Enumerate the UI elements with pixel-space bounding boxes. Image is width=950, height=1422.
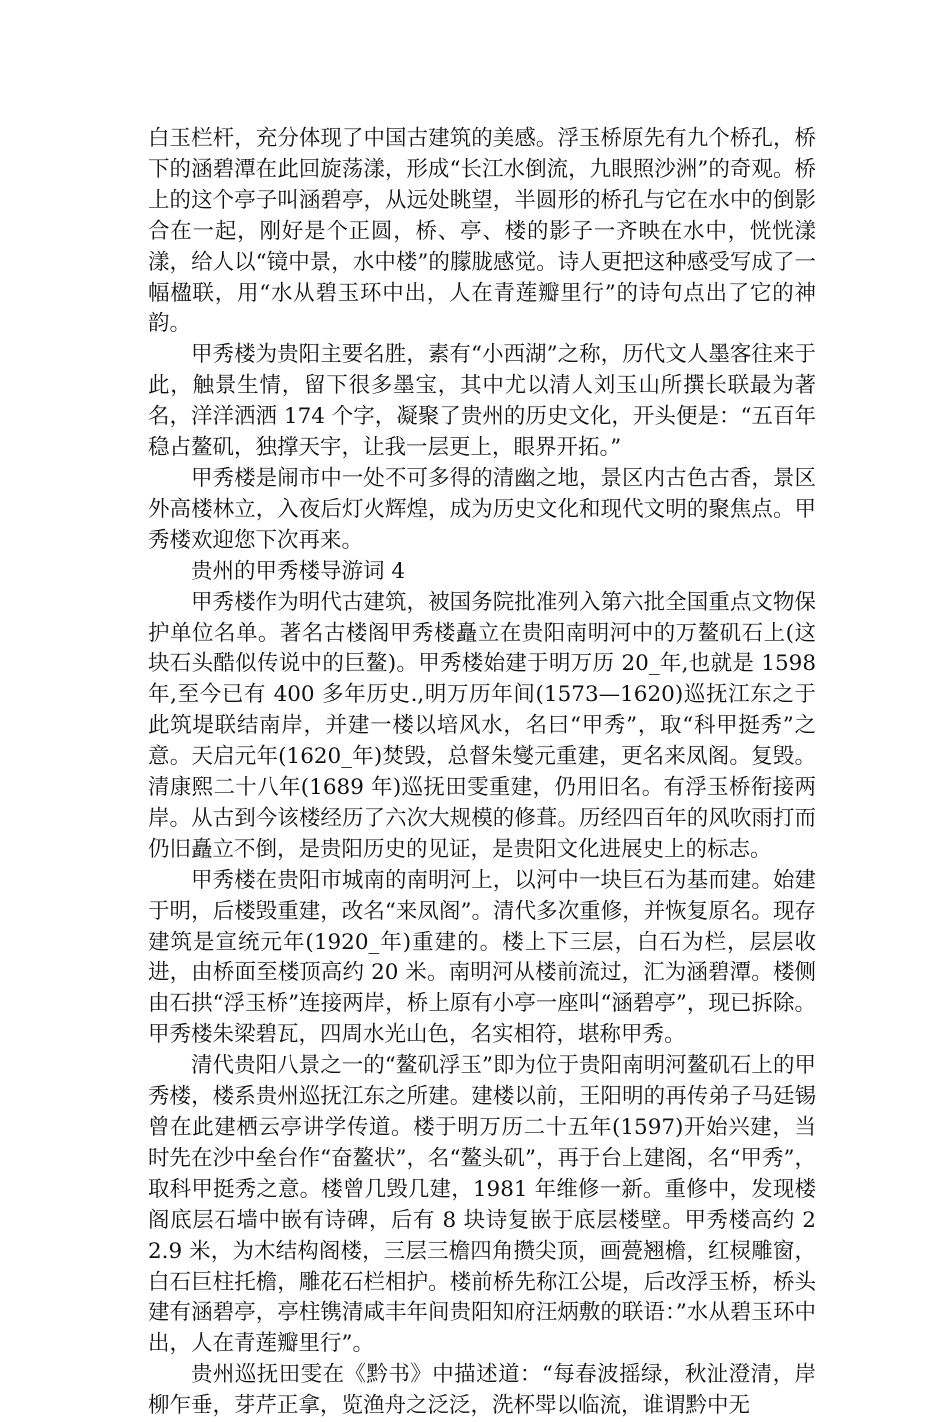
paragraph-1: 白玉栏杆，充分体现了中国古建筑的美感。浮玉桥原先有九个桥孔，桥下的涵碧潭在此回旋荡漾，形成“长江水倒流，九眼照沙洲”的奇观。桥上的这个亭子叫涵碧亭，从远处眺望，半圆形的桥孔与它在水中的倒影合在一起，刚好是个正圆，桥、亭、楼的影子一齐映在水中，恍恍漾漾，给人以“镜中景，水中楼”的朦胧感觉。诗人更把这种感受写成了一幅楹联，用“水从碧玉环中出，人在青莲瓣里行”的诗句点出了它的神韵。 — [148, 126, 816, 337]
paragraph-2: 甲秀楼为贵阳主要名胜，素有“小西湖”之称，历代文人墨客往来于此，触景生情，留下很多墨宝，其中尤以清人刘玉山所撰长联最为著名，洋洋洒洒 174 个字，凝聚了贵州的历史文化，开头便是：“五百年稳占鳌矶，独撑天宇，让我一层更上，眼界开拓。” — [148, 342, 816, 461]
document-body — [148, 124, 816, 1422]
paragraph-6: 甲秀楼在贵阳市城南的南明河上，以河中一块巨石为基而建。始建于明，后楼毁重建，改名“来凤阁”。清代多次重修，并恢复原名。现存建筑是宣统元年(1920_年)重建的。楼上下三层，白石为栏，层层收进，由桥面至楼顶高约 20 米。南明河从楼前流过，汇为涵碧潭。楼侧由石拱“浮玉桥”连接两岸，桥上原有小亭一座叫“涵碧亭”，现已拆除。甲秀楼朱梁碧瓦，四周水光山色，名实相符，堪称甲秀。 — [148, 867, 816, 1048]
paragraph-3: 甲秀楼是闹市中一处不可多得的清幽之地，景区内古色古香，景区外高楼林立，入夜后灯火辉煌，成为历史文化和现代文明的聚焦点。甲秀楼欢迎您下次再来。 — [148, 465, 816, 553]
paragraph-8: 贵州巡抚田雯在《黔书》中描述道：“每春波摇绿，秋沚澄清，岸柳乍垂，芽芹正拿，览渔舟之泛泛，洗杯斝以临流，谁谓黔中无 — [148, 1362, 816, 1419]
paragraph-5: 甲秀楼作为明代古建筑，被国务院批准列入第六批全国重点文物保护单位名单。著名古楼阁甲秀楼矗立在贵阳南明河中的万鳌矶石上(这块石头酷似传说中的巨鳌)。甲秀楼始建于明万历 20_年,也就是 1598 年,至今已有 400 多年历史.,明万历年间(1573—1620)巡抚江东之于此筑堤联结南岸，并建一楼以培风水，名曰“甲秀”，取“科甲挺秀”之意。天启元年(1620_年)焚毁，总督朱燮元重建，更名来凤阁。复毁。清康熙二十八年(1689 年)巡抚田雯重建，仍用旧名。有浮玉桥衔接两岸。从古到今该楼经历了六次大规模的修葺。历经四百年的风吹雨打而仍旧矗立不倒，是贵阳历史的见证，是贵阳文化进展史上的标志。 — [148, 589, 816, 862]
section-heading: 贵州的甲秀楼导游词 4 — [191, 558, 406, 584]
paragraph-7: 清代贵阳八景之一的“鳌矶浮玉”即为位于贵阳南明河鳌矶石上的甲秀楼，楼系贵州巡抚江东之所建。建楼以前，王阳明的再传弟子马廷锡曾在此建栖云亭讲学传道。楼于明万历二十五年(1597)开始兴建，当时先在沙中垒台作“奋鳌状”，名“鳌头矶”，再于台上建阁，名“甲秀”，取科甲挺秀之意。楼曾几毁几建，1981 年维修一新。重修中，发现楼阁底层石墙中嵌有诗碑，后有 8 块诗复嵌于底层楼壁。甲秀楼高约 22.9 米，为木结构阁楼，三层三檐四角攒尖顶，画甍翘檐，红棂雕窗，白石巨柱托檐，雕花石栏相护。楼前桥先称江公堤，后改浮玉桥，桥头建有涵碧亭，亭柱镌清咸丰年间贵阳知府汪炳敷的联语：”水从碧玉环中出，人在青莲瓣里行”。 — [148, 1053, 816, 1357]
